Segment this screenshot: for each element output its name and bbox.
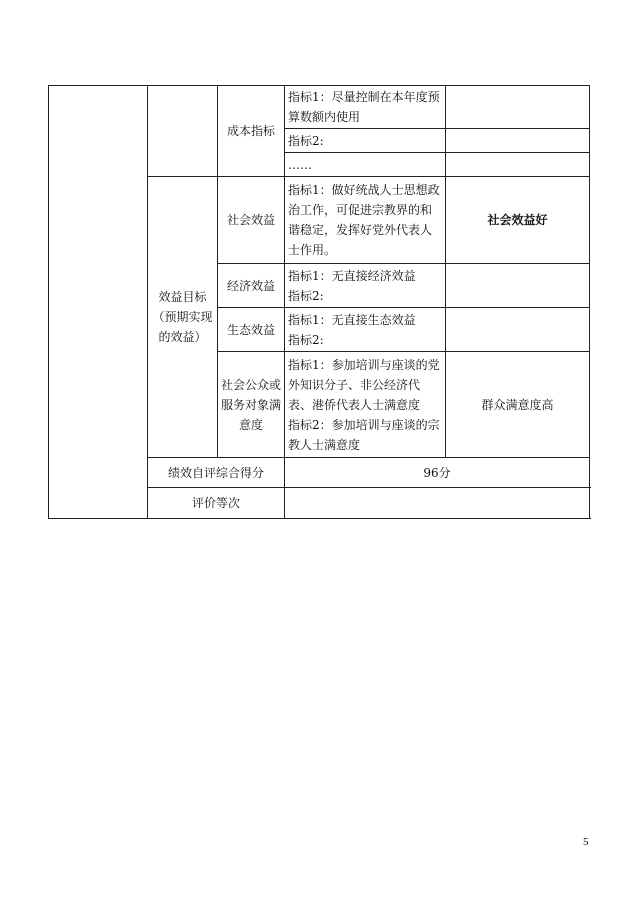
economic-benefit-category: 经济效益 <box>218 264 285 308</box>
cost-ellipsis: …… <box>285 153 446 177</box>
social-benefit-category: 社会效益 <box>218 177 285 264</box>
score-value: 96分 <box>285 458 590 488</box>
table-row <box>49 86 590 129</box>
ecological-benefit-indicators: 指标1：无直接生态效益 指标2: <box>285 308 446 352</box>
satisfaction-category: 社会公众或服务对象满意度 <box>218 352 285 458</box>
cost-indicator-2: 指标2: <box>285 129 446 153</box>
empty-cell <box>446 129 590 153</box>
empty-cell <box>148 86 218 177</box>
empty-cell <box>49 86 148 519</box>
social-benefit-value: 社会效益好 <box>446 177 590 264</box>
benefit-group-cell: 效益目标 （预期实现的效益） <box>148 177 218 458</box>
performance-table <box>48 85 590 519</box>
social-benefit-indicator: 指标1：做好统战人士思想政治工作，可促进宗教界的和谐稳定，发挥好党外代表人士作用。 <box>285 177 446 264</box>
cost-indicator-1: 指标1：尽量控制在本年度预算数额内使用 <box>285 86 446 129</box>
empty-cell <box>446 264 590 308</box>
empty-cell <box>446 308 590 352</box>
page-number: 5 <box>583 836 589 848</box>
satisfaction-value: 群众满意度高 <box>446 352 590 458</box>
grade-value <box>285 488 590 519</box>
cost-category-cell: 成本指标 <box>218 86 285 177</box>
grade-label: 评价等次 <box>148 488 285 519</box>
empty-cell <box>446 153 590 177</box>
empty-cell <box>446 86 590 129</box>
ecological-benefit-category: 生态效益 <box>218 308 285 352</box>
satisfaction-indicators: 指标1：参加培训与座谈的党外知识分子、非公经济代表、港侨代表人士满意度 指标2：参加培训与座谈的宗教人士满意度 <box>285 352 446 458</box>
score-label: 绩效自评综合得分 <box>148 458 285 488</box>
economic-benefit-indicators: 指标1：无直接经济效益 指标2: <box>285 264 446 308</box>
